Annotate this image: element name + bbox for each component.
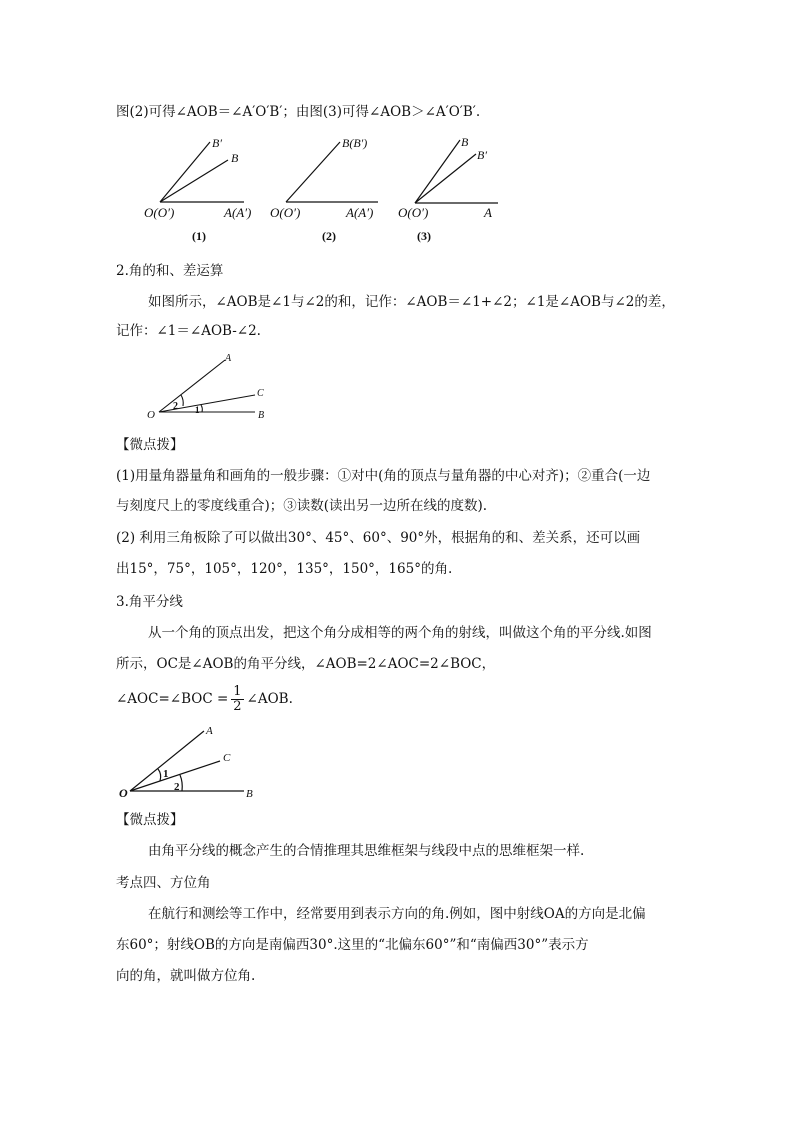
label-b-prime: B′: [477, 148, 487, 162]
figure-2: [268, 130, 398, 245]
fraction-numerator: 1: [233, 684, 242, 699]
text-line-1: 图(2)可得∠AOB＝∠A′O′B′；由图(3)可得∠AOB＞∠A′O′B′.: [116, 104, 481, 120]
label-a: A: [206, 725, 213, 737]
fraction-one-half: [231, 685, 243, 714]
label-c: C: [223, 752, 231, 764]
label-2: 2: [173, 401, 178, 412]
caption-1: (1): [192, 229, 206, 243]
tip-2-line-1: 由角平分线的概念产生的合情推理其思维框架与线段中点的思维框架一样.: [148, 843, 585, 859]
label-a: A(A′): [224, 205, 252, 220]
section-2-para-line-2: 记作：∠1＝∠AOB-∠2.: [116, 323, 261, 339]
label-2: 2: [174, 781, 180, 793]
section-4-para-line-3: 向的角，就叫做方位角.: [116, 968, 256, 984]
section-3-para-line-3: [116, 683, 293, 715]
figure-angle-sum: [145, 350, 275, 422]
ray-oa: [130, 731, 204, 791]
section-4-title: 考点四、方位角: [116, 875, 211, 891]
formula-suffix: ∠AOB.: [246, 691, 293, 707]
figure-1: [140, 130, 270, 245]
label-b: B: [258, 410, 265, 421]
tip-1-line-4: 出15°，75°，105°，120°，135°，150°，165°的角.: [116, 561, 453, 577]
tip-1-line-1: (1)用量角器量角和画角的一般步骤：①对中(角的顶点与量角器的中心对齐)；②重合(一边: [116, 468, 651, 484]
label-c: C: [257, 388, 264, 399]
section-2-title: 2.角的和、差运算: [116, 263, 224, 279]
section-4-para-line-1: 在航行和测绘等工作中，经常要用到表示方向的角.例如，图中射线OA的方向是北偏: [148, 906, 646, 922]
figure-angle-bisector: [116, 718, 266, 802]
label-b-prime: B′: [212, 136, 222, 150]
tip-1-title: 【微点拨】: [116, 437, 184, 453]
label-b: B(B′): [342, 136, 368, 150]
label-b: B: [231, 151, 239, 165]
label-b: B: [461, 135, 469, 149]
label-b: B: [246, 788, 253, 800]
label-a: A(A′): [346, 205, 374, 220]
section-3-title: 3.角平分线: [116, 594, 183, 610]
tip-1-line-2: 与刻度尺上的零度线重合)；③读数(读出另一边所在线的度数).: [116, 498, 488, 514]
ray-ob-prime: [415, 154, 476, 203]
label-o: O(O′): [270, 205, 301, 220]
section-2-para-line-1: 如图所示，∠AOB是∠1与∠2的和，记作：∠AOB＝∠1+∠2；∠1是∠AOB与∠2的差，: [148, 294, 675, 310]
section-3-para-line-1: 从一个角的顶点出发，把这个角分成相等的两个角的射线，叫做这个角的平分线.如图: [148, 625, 652, 641]
label-o: O: [147, 409, 155, 421]
ray-ob-prime: [160, 142, 210, 202]
label-a: A: [484, 205, 492, 220]
formula-prefix: ∠AOC=∠BOC =: [116, 691, 229, 707]
ray-ob: [286, 142, 340, 202]
tip-1-line-3: (2) 利用三角板除了可以做出30°、45°、60°、90°外，根据角的和、差关系，还可以画: [116, 530, 641, 546]
arc-2: [181, 395, 183, 406]
arc-2: [180, 775, 182, 791]
ray-oa: [159, 360, 225, 412]
label-o: O: [119, 786, 128, 800]
arc-1: [158, 769, 161, 781]
caption-3: (3): [417, 229, 431, 243]
label-1: 1: [163, 768, 169, 780]
ray-ob: [160, 160, 228, 202]
label-o: O(O′): [144, 205, 175, 220]
figure-3: [398, 130, 508, 245]
label-o: O(O′): [398, 205, 429, 220]
fraction-denominator: 2: [233, 699, 242, 714]
caption-2: (2): [322, 229, 336, 243]
label-a: A: [225, 353, 232, 364]
label-1: 1: [195, 405, 200, 415]
ray-ob: [415, 140, 460, 203]
arc-1: [201, 405, 202, 412]
section-4-para-line-2: 东60°；射线OB的方向是南偏西30°.这里的“北偏东60°”和“南偏西30°”表示方: [116, 937, 589, 953]
section-3-para-line-2: 所示，OC是∠AOB的角平分线，∠AOB=2∠AOC=2∠BOC，: [116, 656, 496, 672]
tip-2-title: 【微点拨】: [116, 812, 184, 828]
